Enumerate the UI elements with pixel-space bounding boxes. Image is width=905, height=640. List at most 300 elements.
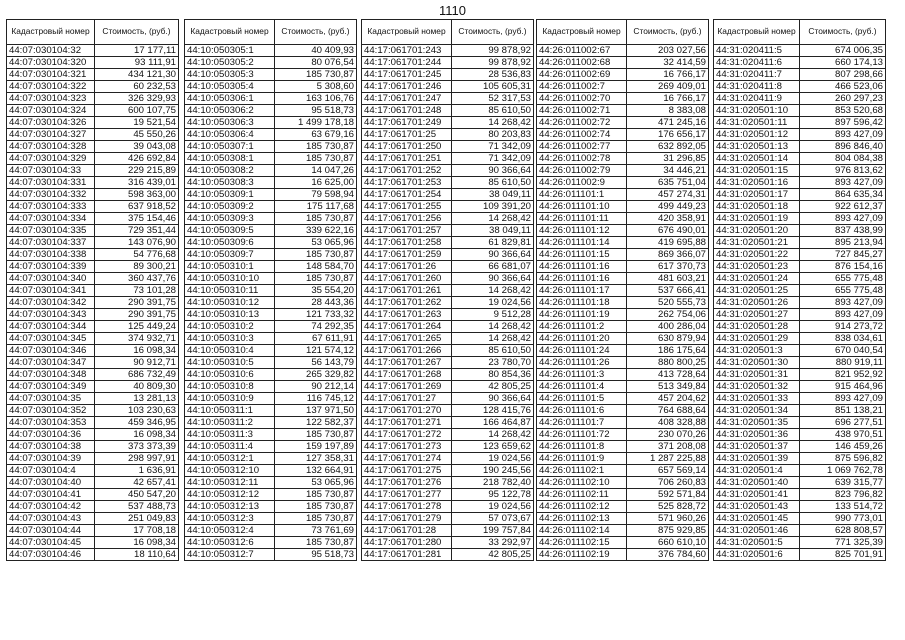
cadastral-number-cell: 44:26:011101:18 <box>537 297 627 309</box>
cadastral-number-cell: 44:17:061701:261 <box>362 285 452 297</box>
cadastral-number-cell: 44:26:011002:74 <box>537 129 627 141</box>
cost-cell: 655 775,48 <box>800 285 886 297</box>
cost-cell: 600 107,75 <box>95 105 179 117</box>
cost-cell: 893 427,09 <box>800 393 886 405</box>
table-row <box>362 333 534 345</box>
header-cost: Стоимость, (руб.) <box>275 20 357 45</box>
cost-cell: 143 076,90 <box>95 237 179 249</box>
table-row <box>362 201 534 213</box>
cost-cell: 8 383,08 <box>627 105 709 117</box>
cost-cell: 628 808,57 <box>800 525 886 537</box>
cadastral-number-cell: 44:17:061701:279 <box>362 513 452 525</box>
cost-cell: 16 766,17 <box>627 69 709 81</box>
cost-cell: 185 730,87 <box>275 153 357 165</box>
cost-cell: 260 297,23 <box>800 93 886 105</box>
cost-cell: 185 730,87 <box>275 141 357 153</box>
cadastral-number-cell: 44:31:020501:16 <box>714 177 800 189</box>
cost-cell: 122 582,37 <box>275 417 357 429</box>
table-row <box>537 273 709 285</box>
table-row <box>185 129 357 141</box>
table-row <box>362 489 534 501</box>
cost-cell: 16 098,34 <box>95 537 179 549</box>
cost-cell: 63 679,16 <box>275 129 357 141</box>
cost-cell: 40 409,93 <box>275 45 357 57</box>
cost-cell: 670 040,54 <box>800 345 886 357</box>
cost-cell: 897 596,42 <box>800 117 886 129</box>
cadastral-number-cell: 44:07:030104:43 <box>7 513 95 525</box>
cost-cell: 16 766,17 <box>627 93 709 105</box>
cadastral-number-cell: 44:31:020501:4 <box>714 465 800 477</box>
cost-cell: 17 708,18 <box>95 525 179 537</box>
cadastral-number-cell: 44:17:061701:264 <box>362 321 452 333</box>
table-row <box>185 513 357 525</box>
cost-cell: 85 610,50 <box>452 105 534 117</box>
cost-cell: 175 117,68 <box>275 201 357 213</box>
cost-cell: 125 449,24 <box>95 321 179 333</box>
cadastral-number-cell: 44:17:061701:249 <box>362 117 452 129</box>
table-row <box>7 525 179 537</box>
cost-cell: 14 268,42 <box>452 285 534 297</box>
cadastral-number-cell: 44:31:020501:17 <box>714 189 800 201</box>
cost-cell: 676 490,01 <box>627 225 709 237</box>
cadastral-number-cell: 44:31:020501:22 <box>714 249 800 261</box>
cost-cell: 73 761,69 <box>275 525 357 537</box>
table-row <box>362 69 534 81</box>
cost-cell: 19 024,56 <box>452 453 534 465</box>
table-row <box>714 381 886 393</box>
cost-cell: 420 358,91 <box>627 213 709 225</box>
table-row <box>7 417 179 429</box>
cadastral-table <box>536 19 709 561</box>
cost-cell: 525 828,72 <box>627 501 709 513</box>
cadastral-number-cell: 44:31:020411:6 <box>714 57 800 69</box>
cost-cell: 571 960,26 <box>627 513 709 525</box>
cost-cell: 686 732,49 <box>95 369 179 381</box>
table-row <box>714 417 886 429</box>
cost-cell: 99 878,92 <box>452 57 534 69</box>
cost-cell: 73 101,28 <box>95 285 179 297</box>
table-row <box>185 177 357 189</box>
table-row <box>362 237 534 249</box>
table-row <box>714 153 886 165</box>
cadastral-number-cell: 44:07:030104:32 <box>7 45 95 57</box>
cost-cell: 499 449,23 <box>627 201 709 213</box>
table-row <box>7 321 179 333</box>
cost-cell: 90 212,14 <box>275 381 357 393</box>
table-row <box>185 393 357 405</box>
cost-cell: 128 415,76 <box>452 405 534 417</box>
table-row <box>537 429 709 441</box>
table-row <box>7 213 179 225</box>
table-row <box>185 333 357 345</box>
cadastral-number-cell: 44:17:061701:28 <box>362 525 452 537</box>
cost-cell: 71 342,09 <box>452 141 534 153</box>
cost-cell: 9 512,28 <box>452 309 534 321</box>
table-row <box>7 249 179 261</box>
table-row <box>537 321 709 333</box>
cadastral-number-cell: 44:07:030104:349 <box>7 381 95 393</box>
table-row <box>7 81 179 93</box>
table-row <box>362 429 534 441</box>
cost-cell: 837 438,99 <box>800 225 886 237</box>
cost-cell: 53 065,96 <box>275 477 357 489</box>
cadastral-number-cell: 44:26:011101:16 <box>537 273 627 285</box>
cadastral-number-cell: 44:07:030104:324 <box>7 105 95 117</box>
cadastral-number-cell: 44:17:061701:280 <box>362 537 452 549</box>
cadastral-number-cell: 44:10:050312:7 <box>185 549 275 561</box>
table-row <box>714 45 886 57</box>
cadastral-number-cell: 44:17:061701:248 <box>362 105 452 117</box>
table-row <box>362 213 534 225</box>
cost-cell: 771 325,39 <box>800 537 886 549</box>
table-row <box>537 57 709 69</box>
cost-cell: 893 427,09 <box>800 309 886 321</box>
table-row <box>7 537 179 549</box>
table-row <box>362 309 534 321</box>
table-row <box>7 429 179 441</box>
cadastral-number-cell: 44:17:061701:245 <box>362 69 452 81</box>
cadastral-number-cell: 44:07:030104:4 <box>7 465 95 477</box>
cadastral-number-cell: 44:10:050311:2 <box>185 417 275 429</box>
cadastral-number-cell: 44:07:030104:335 <box>7 225 95 237</box>
table-row <box>537 261 709 273</box>
cost-cell: 400 286,04 <box>627 321 709 333</box>
cost-cell: 893 427,09 <box>800 177 886 189</box>
cadastral-number-cell: 44:17:061701:268 <box>362 369 452 381</box>
table-row <box>7 369 179 381</box>
cost-cell: 85 610,50 <box>452 345 534 357</box>
cost-cell: 56 143,79 <box>275 357 357 369</box>
table-row <box>537 141 709 153</box>
cadastral-number-cell: 44:26:011002:67 <box>537 45 627 57</box>
cost-cell: 893 427,09 <box>800 213 886 225</box>
cadastral-number-cell: 44:26:011002:70 <box>537 93 627 105</box>
cost-cell: 17 177,11 <box>95 45 179 57</box>
table-row <box>537 369 709 381</box>
table-row <box>185 537 357 549</box>
table-row <box>7 153 179 165</box>
cadastral-number-cell: 44:10:050305:2 <box>185 57 275 69</box>
cost-cell: 42 805,25 <box>452 381 534 393</box>
header-cadastral-number: Кадастровый номер <box>362 20 452 45</box>
table-row <box>7 117 179 129</box>
table-row <box>362 81 534 93</box>
table-row <box>185 117 357 129</box>
table-row <box>537 357 709 369</box>
cadastral-number-cell: 44:17:061701:259 <box>362 249 452 261</box>
cost-cell: 89 300,21 <box>95 261 179 273</box>
table-row <box>185 273 357 285</box>
table-row <box>362 393 534 405</box>
cost-cell: 1 287 225,88 <box>627 453 709 465</box>
cadastral-number-cell: 44:10:050306:3 <box>185 117 275 129</box>
cost-cell: 28 443,36 <box>275 297 357 309</box>
cost-cell: 655 775,48 <box>800 273 886 285</box>
cost-cell: 132 664,91 <box>275 465 357 477</box>
cost-cell: 190 245,56 <box>452 465 534 477</box>
cost-cell: 1 069 762,78 <box>800 465 886 477</box>
table-header-row <box>362 20 534 45</box>
table-row <box>537 153 709 165</box>
table-row <box>362 93 534 105</box>
table-row <box>362 549 534 561</box>
cadastral-number-cell: 44:07:030104:337 <box>7 237 95 249</box>
cadastral-number-cell: 44:10:050312:10 <box>185 465 275 477</box>
table-row <box>537 189 709 201</box>
cost-cell: 146 459,26 <box>800 441 886 453</box>
cost-cell: 457 274,31 <box>627 189 709 201</box>
cost-cell: 459 346,95 <box>95 417 179 429</box>
table-row <box>537 405 709 417</box>
cadastral-number-cell: 44:07:030104:39 <box>7 453 95 465</box>
cadastral-number-cell: 44:10:050308:1 <box>185 153 275 165</box>
cadastral-number-cell: 44:31:020501:20 <box>714 225 800 237</box>
cadastral-number-cell: 44:31:020501:39 <box>714 453 800 465</box>
cost-cell: 19 521,54 <box>95 117 179 129</box>
table-row <box>7 345 179 357</box>
cadastral-number-cell: 44:07:030104:40 <box>7 477 95 489</box>
cadastral-number-cell: 44:10:050309:3 <box>185 213 275 225</box>
cadastral-number-cell: 44:26:011102:13 <box>537 513 627 525</box>
cadastral-number-cell: 44:26:011002:68 <box>537 57 627 69</box>
cost-cell: 38 049,11 <box>452 225 534 237</box>
cost-cell: 79 598,94 <box>275 189 357 201</box>
table-header-row <box>537 20 709 45</box>
cadastral-number-cell: 44:31:020501:3 <box>714 345 800 357</box>
cost-cell: 660 174,13 <box>800 57 886 69</box>
cadastral-number-cell: 44:31:020501:10 <box>714 105 800 117</box>
cost-cell: 18 110,64 <box>95 549 179 561</box>
cost-cell: 823 796,82 <box>800 489 886 501</box>
cadastral-number-cell: 44:07:030104:339 <box>7 261 95 273</box>
cadastral-number-cell: 44:10:050312:12 <box>185 489 275 501</box>
cost-cell: 371 208,08 <box>627 441 709 453</box>
cadastral-number-cell: 44:10:050309:5 <box>185 225 275 237</box>
cost-cell: 481 603,21 <box>627 273 709 285</box>
cost-cell: 408 328,88 <box>627 417 709 429</box>
table-row <box>362 45 534 57</box>
table-row <box>185 441 357 453</box>
cost-cell: 14 047,26 <box>275 165 357 177</box>
cadastral-number-cell: 44:17:061701:272 <box>362 429 452 441</box>
cadastral-number-cell: 44:07:030104:332 <box>7 189 95 201</box>
table-row <box>537 513 709 525</box>
table-row <box>537 285 709 297</box>
cadastral-number-cell: 44:17:061701:271 <box>362 417 452 429</box>
cost-cell: 630 879,94 <box>627 333 709 345</box>
cost-cell: 163 106,76 <box>275 93 357 105</box>
table-row <box>362 261 534 273</box>
cadastral-number-cell: 44:17:061701:267 <box>362 357 452 369</box>
cadastral-number-cell: 44:26:011002:69 <box>537 69 627 81</box>
table-row <box>185 201 357 213</box>
cadastral-number-cell: 44:07:030104:328 <box>7 141 95 153</box>
cadastral-number-cell: 44:31:020501:23 <box>714 261 800 273</box>
cadastral-number-cell: 44:26:011101:17 <box>537 285 627 297</box>
table-row <box>185 309 357 321</box>
cadastral-number-cell: 44:10:050311:3 <box>185 429 275 441</box>
cadastral-number-cell: 44:26:011101:5 <box>537 393 627 405</box>
cost-cell: 376 784,60 <box>627 549 709 561</box>
cadastral-number-cell: 44:26:011102:15 <box>537 537 627 549</box>
cost-cell: 90 366,64 <box>452 273 534 285</box>
cost-cell: 95 122,78 <box>452 489 534 501</box>
table-row <box>7 177 179 189</box>
table-row <box>362 177 534 189</box>
cost-cell: 40 809,30 <box>95 381 179 393</box>
table-row <box>7 309 179 321</box>
cost-cell: 360 437,76 <box>95 273 179 285</box>
cost-cell: 915 464,96 <box>800 381 886 393</box>
cost-cell: 185 730,87 <box>275 249 357 261</box>
cadastral-number-cell: 44:17:061701:266 <box>362 345 452 357</box>
table-row <box>362 453 534 465</box>
table-row <box>185 453 357 465</box>
table-row <box>537 345 709 357</box>
table-row <box>7 165 179 177</box>
cadastral-number-cell: 44:07:030104:348 <box>7 369 95 381</box>
table-row <box>714 357 886 369</box>
cost-cell: 14 268,42 <box>452 213 534 225</box>
cost-cell: 537 666,41 <box>627 285 709 297</box>
cadastral-number-cell: 44:26:011002:9 <box>537 177 627 189</box>
cost-cell: 80 076,54 <box>275 57 357 69</box>
table-row <box>185 297 357 309</box>
table-row <box>714 201 886 213</box>
table-row <box>7 357 179 369</box>
cost-cell: 339 622,16 <box>275 225 357 237</box>
cadastral-number-cell: 44:17:061701:278 <box>362 501 452 513</box>
table-row <box>714 477 886 489</box>
cadastral-number-cell: 44:26:011101:12 <box>537 225 627 237</box>
cost-cell: 875 596,82 <box>800 453 886 465</box>
cost-cell: 31 296,85 <box>627 153 709 165</box>
table-row <box>714 345 886 357</box>
cadastral-number-cell: 44:10:050310:10 <box>185 273 275 285</box>
cadastral-number-cell: 44:26:011101:14 <box>537 237 627 249</box>
cadastral-number-cell: 44:31:020501:19 <box>714 213 800 225</box>
table-row <box>714 285 886 297</box>
table-row <box>714 513 886 525</box>
cadastral-table <box>6 19 179 561</box>
table-row <box>362 297 534 309</box>
table-header-row <box>185 20 357 45</box>
table-row <box>185 501 357 513</box>
cadastral-number-cell: 44:07:030104:345 <box>7 333 95 345</box>
table-row <box>7 261 179 273</box>
cost-cell: 269 409,01 <box>627 81 709 93</box>
cadastral-number-cell: 44:26:011101:15 <box>537 249 627 261</box>
table-row <box>537 549 709 561</box>
cost-cell: 93 111,91 <box>95 57 179 69</box>
cost-cell: 895 213,94 <box>800 237 886 249</box>
cost-cell: 637 918,52 <box>95 201 179 213</box>
cost-cell: 67 611,91 <box>275 333 357 345</box>
table-row <box>714 321 886 333</box>
cost-cell: 450 547,20 <box>95 489 179 501</box>
cost-cell: 148 584,70 <box>275 261 357 273</box>
cadastral-number-cell: 44:26:011101:10 <box>537 201 627 213</box>
cadastral-number-cell: 44:07:030104:338 <box>7 249 95 261</box>
cost-cell: 262 754,06 <box>627 309 709 321</box>
cost-cell: 537 488,73 <box>95 501 179 513</box>
table-row <box>537 525 709 537</box>
table-row <box>714 213 886 225</box>
cost-cell: 185 730,87 <box>275 489 357 501</box>
cadastral-number-cell: 44:10:050306:1 <box>185 93 275 105</box>
table-row <box>362 345 534 357</box>
table-row <box>537 45 709 57</box>
cadastral-number-cell: 44:17:061701:251 <box>362 153 452 165</box>
cost-cell: 821 952,92 <box>800 369 886 381</box>
table-row <box>714 441 886 453</box>
cost-cell: 80 203,83 <box>452 129 534 141</box>
table-row <box>537 129 709 141</box>
cadastral-number-cell: 44:07:030104:38 <box>7 441 95 453</box>
cost-cell: 109 391,20 <box>452 201 534 213</box>
cadastral-number-cell: 44:31:020501:45 <box>714 513 800 525</box>
cadastral-number-cell: 44:31:020501:11 <box>714 117 800 129</box>
cost-cell: 438 970,51 <box>800 429 886 441</box>
table-row <box>185 381 357 393</box>
table-row <box>185 405 357 417</box>
table-row <box>362 57 534 69</box>
cadastral-number-cell: 44:17:061701:274 <box>362 453 452 465</box>
table-row <box>714 501 886 513</box>
cost-cell: 16 098,34 <box>95 429 179 441</box>
cost-cell: 1 499 178,18 <box>275 117 357 129</box>
cadastral-number-cell: 44:10:050310:11 <box>185 285 275 297</box>
cost-cell: 45 550,26 <box>95 129 179 141</box>
table-row <box>714 177 886 189</box>
table-row <box>7 441 179 453</box>
cost-cell: 876 154,16 <box>800 261 886 273</box>
cost-cell: 19 024,56 <box>452 501 534 513</box>
table-row <box>362 465 534 477</box>
cadastral-number-cell: 44:07:030104:321 <box>7 69 95 81</box>
cadastral-number-cell: 44:17:061701:254 <box>362 189 452 201</box>
table-row <box>185 57 357 69</box>
cadastral-number-cell: 44:07:030104:329 <box>7 153 95 165</box>
table-row <box>714 405 886 417</box>
cost-cell: 290 391,75 <box>95 297 179 309</box>
cost-cell: 186 175,64 <box>627 345 709 357</box>
cost-cell: 121 574,12 <box>275 345 357 357</box>
cadastral-number-cell: 44:10:050305:4 <box>185 81 275 93</box>
table-row <box>537 225 709 237</box>
cadastral-number-cell: 44:31:020501:37 <box>714 441 800 453</box>
table-row <box>714 369 886 381</box>
header-cadastral-number: Кадастровый номер <box>185 20 275 45</box>
cost-cell: 52 317,53 <box>452 93 534 105</box>
table-row <box>714 141 886 153</box>
table-row <box>362 477 534 489</box>
table-row <box>7 405 179 417</box>
cadastral-number-cell: 44:26:011101:11 <box>537 213 627 225</box>
cost-cell: 520 555,73 <box>627 297 709 309</box>
cadastral-number-cell: 44:31:020501:33 <box>714 393 800 405</box>
cadastral-number-cell: 44:07:030104:41 <box>7 489 95 501</box>
cadastral-number-cell: 44:26:011101:4 <box>537 381 627 393</box>
cadastral-number-cell: 44:26:011101:2 <box>537 321 627 333</box>
cost-cell: 617 370,73 <box>627 261 709 273</box>
cost-cell: 864 635,34 <box>800 189 886 201</box>
table-row <box>185 285 357 297</box>
cost-cell: 838 034,61 <box>800 333 886 345</box>
table-row <box>362 441 534 453</box>
cadastral-number-cell: 44:17:061701:26 <box>362 261 452 273</box>
cadastral-number-cell: 44:07:030104:343 <box>7 309 95 321</box>
